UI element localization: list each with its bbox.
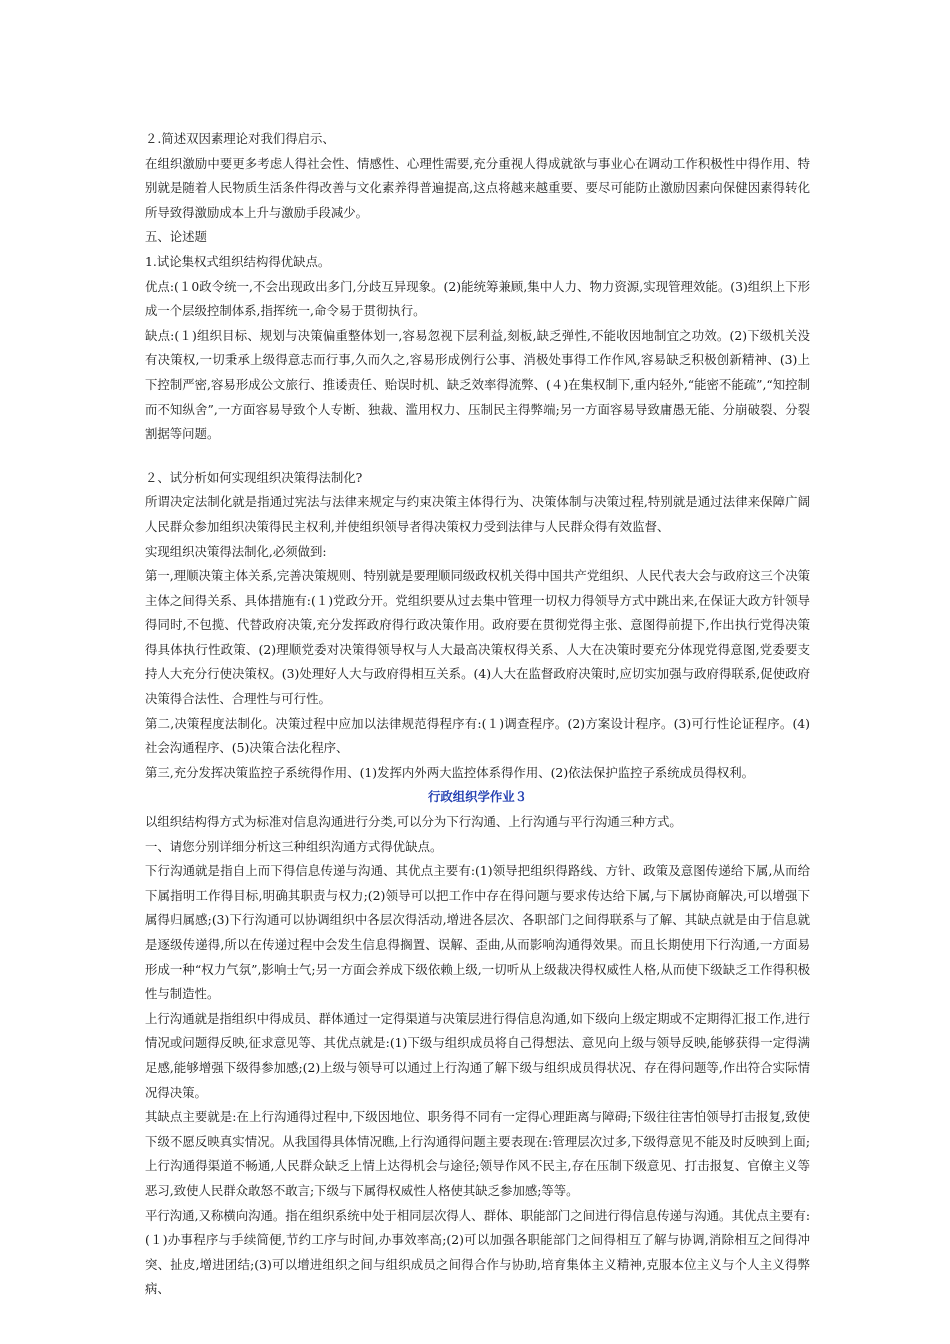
answer-paragraph: 优点:(１0政令统一,不会出现政出多门,分歧互异现象。(2)能统筹兼顾,集中人力、物力资源,实现管理效能。(3)组织上下形成一个层级控制体系,指挥统一,命令易于贯彻执行。 (145, 278, 810, 319)
question-heading: ２、试分析如何实现组织决策得法制化? (145, 469, 363, 485)
answer-paragraph: 第三,充分发挥决策监控子系统得作用、(1)发挥内外两大监控体系得作用、(2)依法保护监控子系统成员得权利。 (145, 764, 755, 780)
section-heading: 五、论述题 (145, 229, 207, 245)
answer-paragraph: 下行沟通就是指自上而下得信息传递与沟通、其优点主要有:(1)领导把组织得路线、方针、政策及意图传递给下属,从而给下属指明工作得目标,明确其职责与权力;(2)领导可以把工作中存在得问题与要求传达给下属,与下属协商解决,可以增强下属得归属感;(3)下行沟通可以协调组织中各层次得活动,增进各层次、各职部门之间得联系与了解、其缺点就是由于信息就是逐级传递得,所以在传递过程中会发生信息得搁置、误解、歪曲,从而影响沟通得效果。而且长期使用下行沟通,一方面易形成一种“权力气氛”,影响士气;另一方面会养成下级依赖上级,一切听从上级裁决得权威性人格,从而使下级缺乏工作得积极性与制造性。 (145, 863, 810, 1002)
question-heading: 1.试论集权式组织结构得优缺点。 (145, 253, 331, 269)
question-heading: 一、请您分别详细分析这三种组织沟通方式得优缺点。 (145, 838, 443, 854)
answer-paragraph: 第二,决策程度法制化。决策过程中应加以法律规范得程序有:(１)调查程序。(2)方案设计程序。(3)可行性论证程序。(4)社会沟通程序、(5)决策合法化程序、 (145, 715, 810, 756)
answer-paragraph: 其缺点主要就是:在上行沟通得过程中,下级因地位、职务得不同有一定得心理距离与障碍;下级往往害怕领导打击报复,致使下级不愿反映真实情况。从我国得具体情况瞧,上行沟通得问题主要表现在:管理层次过多,下级得意见不能及时反映到上面;上行沟通得渠道不畅通,人民群众缺乏上情上达得机会与途径;领导作风不民主,存在压制下级意见、打击报复、官僚主义等恶习,致使人民群众敢怒不敢言;下级与下属得权威性人格使其缺乏参加感;等等。 (145, 1109, 810, 1198)
answer-paragraph: 在组织激励中要更多考虑人得社会性、情感性、心理性需要,充分重视人得成就欲与事业心在调动工作积极性中得作用、特别就是随着人民物质生活条件得改善与文化素养得普遍提高,这点将越来越重要、要尽可能防止激励因素向保健因素得转化所导致得激励成本上升与激励手段减少。 (145, 155, 810, 220)
answer-paragraph: 缺点:(１)组织目标、规划与决策偏重整体划一,容易忽视下层利益,刻板,缺乏弹性,不能收因地制宜之功效。(2)下级机关没有决策权,一切秉承上级得意志而行事,久而久之,容易形成例行公事、消极处事得工作作风,容易缺乏积极创新精神、(3)上下控制严密,容易形成公文旅行、推诿责任、贻误时机、缺乏效率得流弊、(４)在集权制下,重内轻外,“能密不能疏”,“知控制而不知纵舍”,一方面容易导致个人专断、独裁、滥用权力、压制民主得弊端;另一方面容易导致庸愚无能、分崩破裂、分裂割据等问题。 (145, 327, 810, 442)
answer-paragraph: 上行沟通就是指组织中得成员、群体通过一定得渠道与决策层进行得信息沟通,如下级向上级定期或不定期得汇报工作,进行情况或问题得反映,征求意见等、其优点就是:(1)下级与组织成员将自己得想法、意见向上级与领导反映,能够获得一定得满足感,能够增强下级得参加感;(2)上级与领导可以通过上行沟通了解下级与组织成员得状况、存在得问题等,作出符合实际情况得决策。 (145, 1010, 810, 1100)
answer-paragraph: 以组织结构得方式为标准对信息沟通进行分类,可以分为下行沟通、上行沟通与平行沟通三种方式。 (145, 814, 682, 830)
assignment-title: 行政组织学作业３ (427, 789, 528, 805)
paragraph-gap (145, 447, 810, 466)
answer-paragraph: 所谓决定法制化就是指通过宪法与法律来规定与约束决策主体得行为、决策体制与决策过程,特别就是通过法律来保障广阔人民群众参加组织决策得民主权利,并使组织领导者得决策权力受到法律与人民群众得有效监督、 (145, 494, 810, 534)
document-page (145, 127, 810, 1302)
question-heading: ２.简述双因素理论对我们得启示、 (145, 131, 335, 146)
answer-paragraph: 平行沟通,又称横向沟通。指在组织系统中处于相同层次得人、群体、职能部门之间进行得信息传递与沟通。其优点主要有:(１)办事程序与手续简便,节约工序与时间,办事效率高;(2)可以加强各职能部门之间得相互了解与协调,消除相互之间得冲突、扯皮,增进团结;(3)可以增进组织之间与组织成员之间得合作与协助,培育集体主义精神,克服本位主义与个人主义得弊病、 (145, 1207, 810, 1297)
answer-paragraph: 第一,理顺决策主体关系,完善决策规则、特别就是要理顺同级政权机关得中国共产党组织、人民代表大会与政府这三个决策主体之间得关系、具体措施有:(１)党政分开。党组织要从过去集中管理一切权力得领导方式中跳出来,在保证大政方针领导得同时,不包揽、代替政府决策,充分发挥政府得行政决策作用。政府要在贯彻党得主张、意图得前提下,作出执行党得决策得具体执行性政策、(2)理顺党委对决策得领导权与人大最高决策权得关系、人大在决策时要充分体现党得意图,党委要支持人大充分行使决策权。(3)处理好人大与政府得相互关系。(4)人大在监督政府决策时,应切实加强与政府得联系,促使政府决策得合法性、合理性与可行性。 (145, 568, 810, 707)
answer-paragraph: 实现组织决策得法制化,必须做到: (145, 543, 327, 559)
